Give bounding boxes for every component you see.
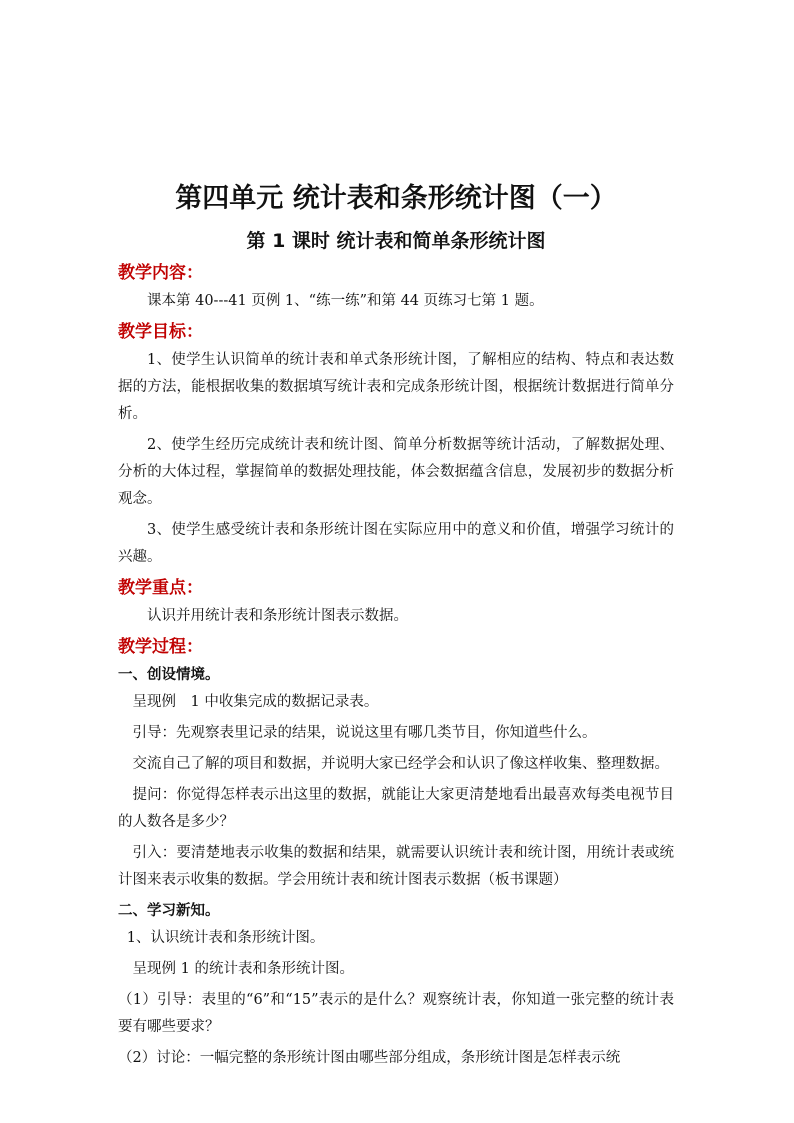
teaching-content-text: 课本第 40---41 页例 1、“练一练”和第 44 页练习七第 1 题。 xyxy=(147,293,544,309)
teaching-focus-text: 认识并用统计表和条形统计图表示数据。 xyxy=(147,608,408,624)
process-paragraph: 1、认识统计表和条形统计图。 xyxy=(126,930,325,946)
process-paragraph: 呈现例 1 的统计表和条形统计图。 xyxy=(132,961,354,977)
lesson-title: 第 1 课时 统计表和简单条形统计图 xyxy=(246,230,546,252)
process-paragraph: 交流自己了解的项目和数据，并说明大家已经学会和认识了像这样收集、整理数据。 xyxy=(132,756,669,772)
goal-item: 3、使学生感受统计表和条形统计图在实际应用中的意义和价值，增强学习统计的兴趣。 xyxy=(118,522,674,565)
document-body xyxy=(118,180,674,1076)
process-paragraph: 提问：你觉得怎样表示出这里的数据，就能让大家更清楚地看出最喜欢每类电视节目的人数各是多少？ xyxy=(118,787,674,830)
process-part2-heading: 二、学习新知。 xyxy=(118,903,220,919)
process-paragraph: （1）引导：表里的“6”和“15”表示的是什么？观察统计表，你知道一张完整的统计表要有哪些要求？ xyxy=(118,992,674,1035)
process-part1-heading: 一、创设情境。 xyxy=(118,667,220,683)
goal-item: 2、使学生经历完成统计表和统计图、简单分析数据等统计活动，了解数据处理、分析的大体过程，掌握简单的数据处理技能，体会数据蕴含信息，发展初步的数据分析观念。 xyxy=(118,437,674,507)
process-paragraph: 引入：要清楚地表示收集的数据和结果，就需要认识统计表和统计图，用统计表或统计图来表示收集的数据。学会用统计表和统计图表示数据（板书课题） xyxy=(118,845,674,888)
goal-item: 1、使学生认识简单的统计表和单式条形统计图，了解相应的结构、特点和表达数据的方法，能根据收集的数据填写统计表和完成条形统计图，根据统计数据进行简单分析。 xyxy=(118,352,674,422)
teaching-focus-heading: 教学重点： xyxy=(118,578,203,598)
process-paragraph: 呈现例 1 中收集完成的数据记录表。 xyxy=(132,694,379,710)
teaching-content-heading: 教学内容： xyxy=(118,263,203,283)
unit-title: 第四单元 统计表和条形统计图（一） xyxy=(175,183,617,214)
teaching-process-heading: 教学过程： xyxy=(118,637,203,657)
process-paragraph: 引导：先观察表里记录的结果，说说这里有哪几类节目，你知道些什么。 xyxy=(132,725,597,741)
process-paragraph: （2）讨论：一幅完整的条形统计图由哪些部分组成，条形统计图是怎样表示统 xyxy=(118,1050,621,1066)
teaching-goals-heading: 教学目标： xyxy=(118,322,203,342)
